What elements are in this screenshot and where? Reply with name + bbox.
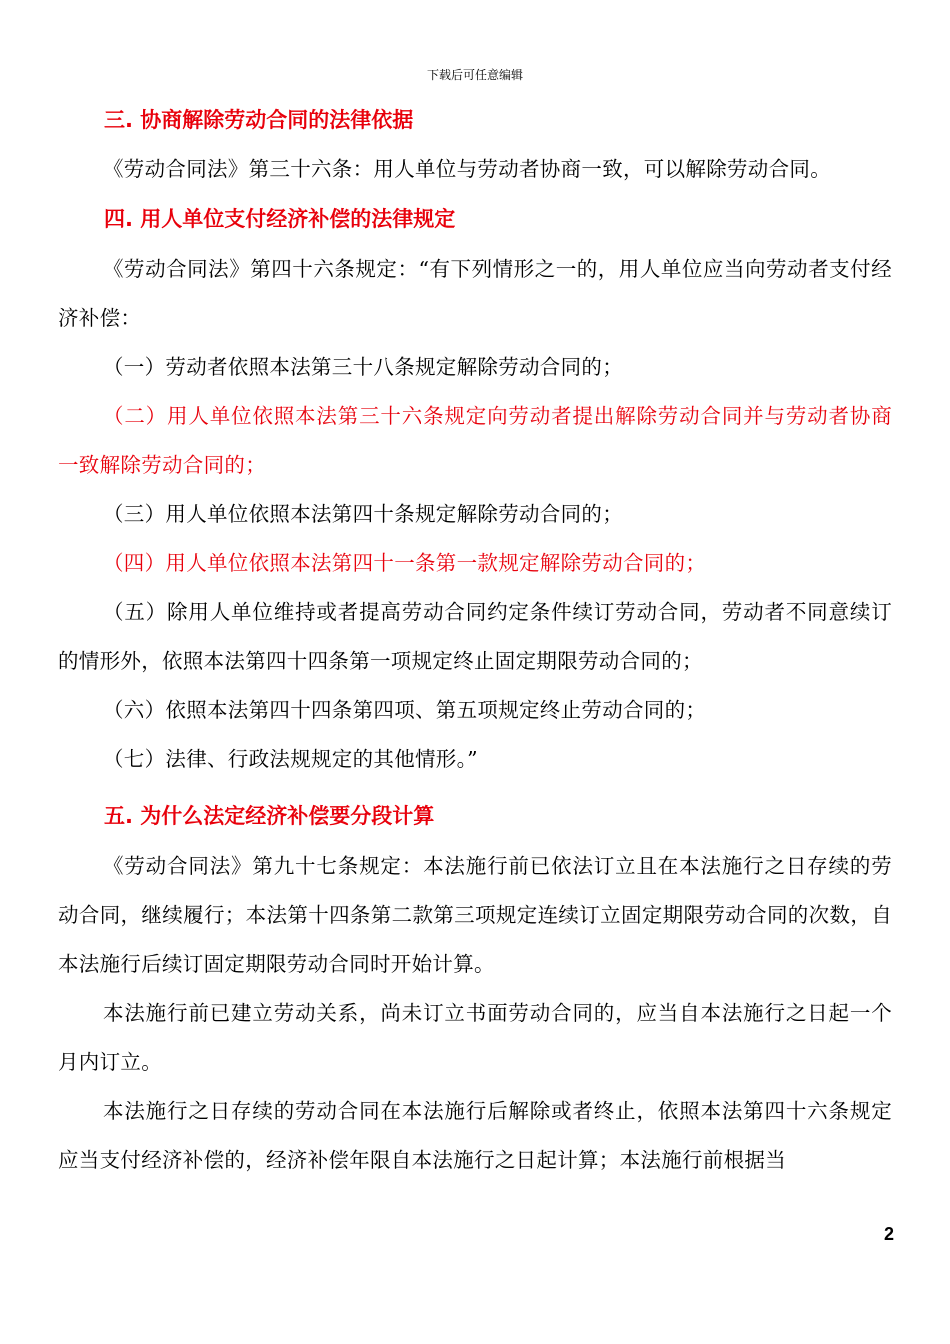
page-number: 2 xyxy=(883,1224,894,1244)
header-note: 下载后可任意编辑 xyxy=(426,68,523,82)
list-item-highlighted: （四）用人单位依照本法第四十一条第一款规定解除劳动合同的； xyxy=(103,551,707,575)
section-3-body xyxy=(58,145,892,194)
list-item-highlighted: （二）用人单位依照本法第三十六条规定向劳动者提出解除劳动合同并与劳动者协商一致解除劳动合同的； xyxy=(58,404,892,477)
list-item: （五）除用人单位维持或者提高劳动合同约定条件续订劳动合同，劳动者不同意续订的情形外，依照本法第四十四条第一项规定终止固定期限劳动合同的； xyxy=(58,600,892,673)
list-item: （七）法律、行政法规规定的其他情形。” xyxy=(103,747,478,771)
list-item: （六）依照本法第四十四条第四项、第五项规定终止劳动合同的； xyxy=(103,698,707,722)
section-3-heading: 三. 协商解除劳动合同的法律依据 xyxy=(104,108,414,132)
section-4-body xyxy=(58,245,892,784)
paragraph: 本法施行前已建立劳动关系，尚未订立书面劳动合同的，应当自本法施行之日起一个月内订立。 xyxy=(58,1001,892,1074)
paragraph: 《劳动合同法》第四十六条规定：“有下列情形之一的，用人单位应当向劳动者支付经济补偿： xyxy=(58,257,892,330)
paragraph: 《劳动合同法》第九十七条规定：本法施行前已依法订立且在本法施行之日存续的劳动合同，继续履行；本法第十四条第二款第三项规定连续订立固定期限劳动合同的次数，自本法施行后续订固定期限劳动合同时开始计算。 xyxy=(58,854,892,976)
section-4-heading: 四. 用人单位支付经济补偿的法律规定 xyxy=(104,207,456,231)
paragraph: 本法施行之日存续的劳动合同在本法施行后解除或者终止，依照本法第四十六条规定应当支付经济补偿的，经济补偿年限自本法施行之日起计算；本法施行前根据当 xyxy=(58,1099,892,1172)
list-item: （一）劳动者依照本法第三十八条规定解除劳动合同的； xyxy=(103,355,623,379)
paragraph: 《劳动合同法》第三十六条：用人单位与劳动者协商一致，可以解除劳动合同。 xyxy=(103,157,831,181)
section-5-heading: 五. 为什么法定经济补偿要分段计算 xyxy=(104,804,435,828)
section-5-body xyxy=(58,842,892,1185)
list-item: （三）用人单位依照本法第四十条规定解除劳动合同的； xyxy=(103,502,623,526)
